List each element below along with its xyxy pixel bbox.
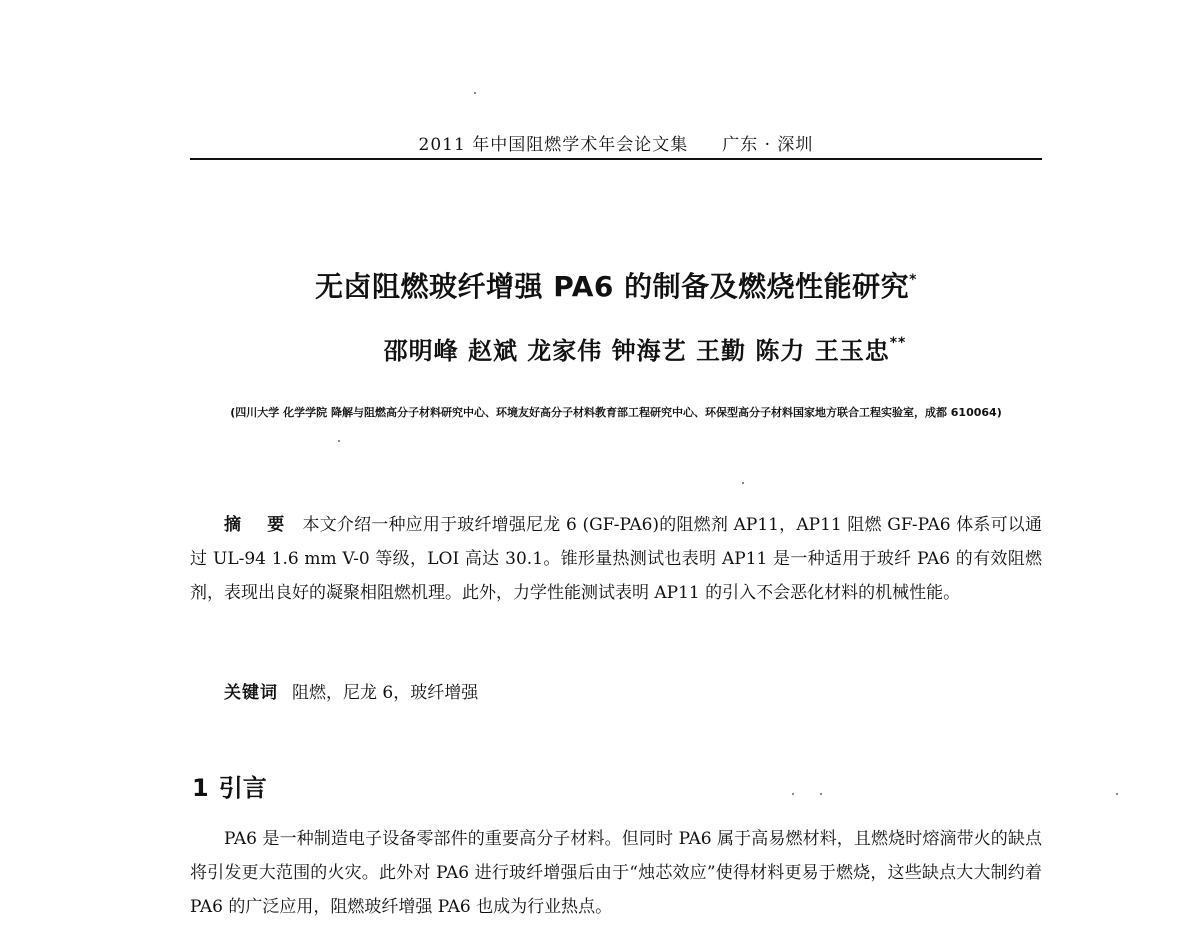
abstract <box>190 508 1042 610</box>
paper-title <box>190 265 1042 305</box>
title-footnote-mark: * <box>909 272 917 288</box>
section-number: 1 <box>192 774 209 802</box>
keywords-label: 关键词 <box>224 683 278 703</box>
scan-speck <box>820 793 822 795</box>
scan-speck <box>742 482 744 484</box>
abstract-text: 本文介绍一种应用于玻纤增强尼龙 6 (GF-PA6)的阻燃剂 AP11，AP11 阻燃 GF-PA6 体系可以通过 UL-94 1.6 mm V-0 等级，LOI 高达 30.1。锥形量热测试也表明 AP11 是一种适用于玻纤 PA6 的有效阻燃剂，表现出良好的凝聚相阻燃机理。此外，力学性能测试表明 AP11 的引入不会恶化材料的机械性能。 <box>190 515 1042 603</box>
running-head <box>190 130 1042 155</box>
keywords-text: 阻燃，尼龙 6，玻纤增强 <box>292 683 479 703</box>
abstract-label: 摘 要 <box>224 515 295 535</box>
scan-speck <box>338 440 340 442</box>
corresponding-author-mark: ** <box>889 335 907 351</box>
section-heading <box>192 768 267 803</box>
paper-title-text: 无卤阻燃玻纤增强 PA6 的制备及燃烧性能研究 <box>315 270 910 303</box>
body-paragraph: PA6 是一种制造电子设备零部件的重要高分子材料。但同时 PA6 属于高易燃材料，且燃烧时熔滴带火的缺点将引发更大范围的火灾。此外对 PA6 进行玻纤增强后由于“烛芯效应”使得材料更易于燃烧，这些缺点大大制约着 PA6 的广泛应用，阻燃玻纤增强 PA6 也成为行业热点。 <box>190 829 1042 917</box>
scan-speck <box>474 92 476 94</box>
scan-speck <box>792 793 794 795</box>
running-head-title: 2011 年中国阻燃学术年会论文集 <box>418 135 689 155</box>
author-names: 邵明峰 赵斌 龙家伟 钟海艺 王勤 陈力 王玉忠 <box>383 337 890 365</box>
header-rule <box>190 158 1042 160</box>
keywords <box>190 676 1042 710</box>
affiliation: (四川大学 化学学院 降解与阻燃高分子材料研究中心、环境友好高分子材料教育部工程研究中心、环保型高分子材料国家地方联合工程实验室，成都 610064) <box>230 406 1002 419</box>
author-list <box>190 331 1042 366</box>
scan-speck <box>1116 793 1118 795</box>
section-title: 引言 <box>218 774 267 802</box>
running-head-place: 广东 · 深圳 <box>722 135 814 155</box>
